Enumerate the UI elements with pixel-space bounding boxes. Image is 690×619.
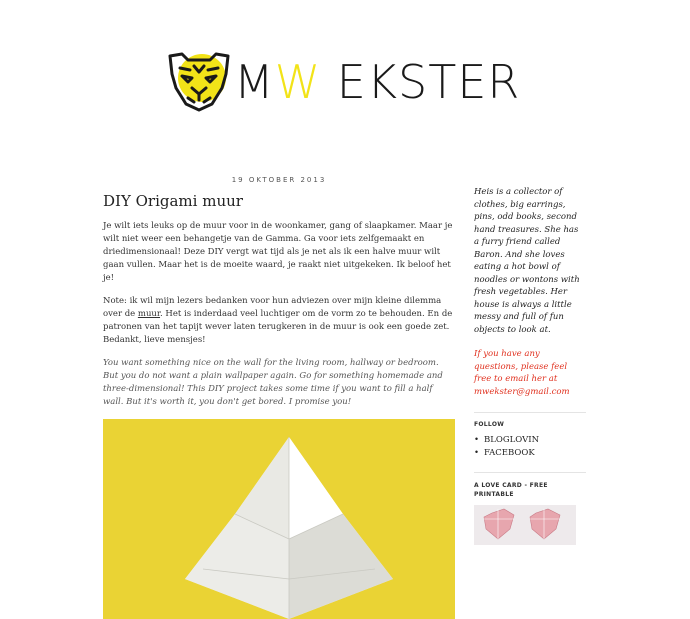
post-body bbox=[103, 220, 455, 409]
tiger-head-icon bbox=[164, 48, 234, 114]
post-paragraph-nl: Je wilt iets leuks op de muur voor in de woonkamer, gang of slaapkamer. Maar je wilt niet weer een behangetje van de Gamma. Ga voor iets zelfgemaakt en driedimensionaal! Deze DIY vergt wat tijd als je net als ik een halve muur wilt gaan vullen. Maar het is de moeite waard, je raakt niet uitgekeken. Ik beloof het je! bbox=[103, 221, 453, 283]
muur-link[interactable]: muur bbox=[137, 309, 161, 319]
post-paragraph-en: You want something nice on the wall for the living room, hallway or bedroom. But you do not want a plain wallpaper again. Go for something homemade and three-dimensional! This DIY project takes some time if you want to fill a half wall. But it's worth it, you don't get bored. I promise you! bbox=[103, 358, 443, 407]
bullet-icon: • bbox=[474, 448, 480, 458]
brand-suffix: EKSTER bbox=[321, 55, 521, 109]
main-column bbox=[103, 176, 455, 619]
sidebar bbox=[474, 186, 586, 545]
follow-item-label: FACEBOOK bbox=[484, 448, 535, 458]
follow-item-facebook[interactable] bbox=[474, 447, 586, 460]
bullet-icon: • bbox=[474, 435, 480, 445]
post-date: 19 OKTOBER 2013 bbox=[231, 176, 327, 184]
contact-note[interactable]: If you have any questions, please feel free to email her at mwekster@gmail.com bbox=[474, 349, 570, 397]
brand-prefix: M bbox=[234, 55, 275, 109]
note-text-after: . Het is inderdaad veel luchtiger om de vorm zo te behouden. En de patronen van het tapijt wever laten terugkeren in de muur is ook een goede zet. Bedankt, lieve mensjes! bbox=[103, 309, 453, 345]
site-logo[interactable] bbox=[164, 48, 521, 114]
follow-heading: FOLLOW bbox=[474, 412, 586, 428]
origami-wall-image[interactable] bbox=[103, 419, 455, 619]
note-text-before: Note: ik wil mijn lezers bedanken voor hun adviezen over mijn kleine dilemma over de bbox=[103, 296, 442, 319]
brand-accent: W bbox=[274, 55, 322, 109]
lovecard-heading: A LOVE CARD - FREE PRINTABLE bbox=[474, 472, 586, 499]
site-title bbox=[234, 56, 520, 108]
follow-item-bloglovin[interactable] bbox=[474, 434, 586, 447]
follow-item-label: BLOGLOVIN bbox=[484, 435, 540, 445]
origami-illustration bbox=[103, 419, 455, 619]
follow-list bbox=[474, 434, 586, 460]
post-title[interactable]: DIY Origami muur bbox=[103, 192, 243, 210]
heart-gem-illustration bbox=[474, 505, 576, 545]
lovecard-image[interactable] bbox=[474, 505, 576, 545]
post-paragraph-note bbox=[103, 295, 455, 347]
author-bio: Heis is a collector of clothes, big earrings, pins, odd books, second hand treasures. She has a furry friend called Baron. And she loves eating a hot bowl of noodles or wontons with fresh vegetables. Her house is always a little messy and full of fun objects to look at. bbox=[474, 187, 580, 335]
